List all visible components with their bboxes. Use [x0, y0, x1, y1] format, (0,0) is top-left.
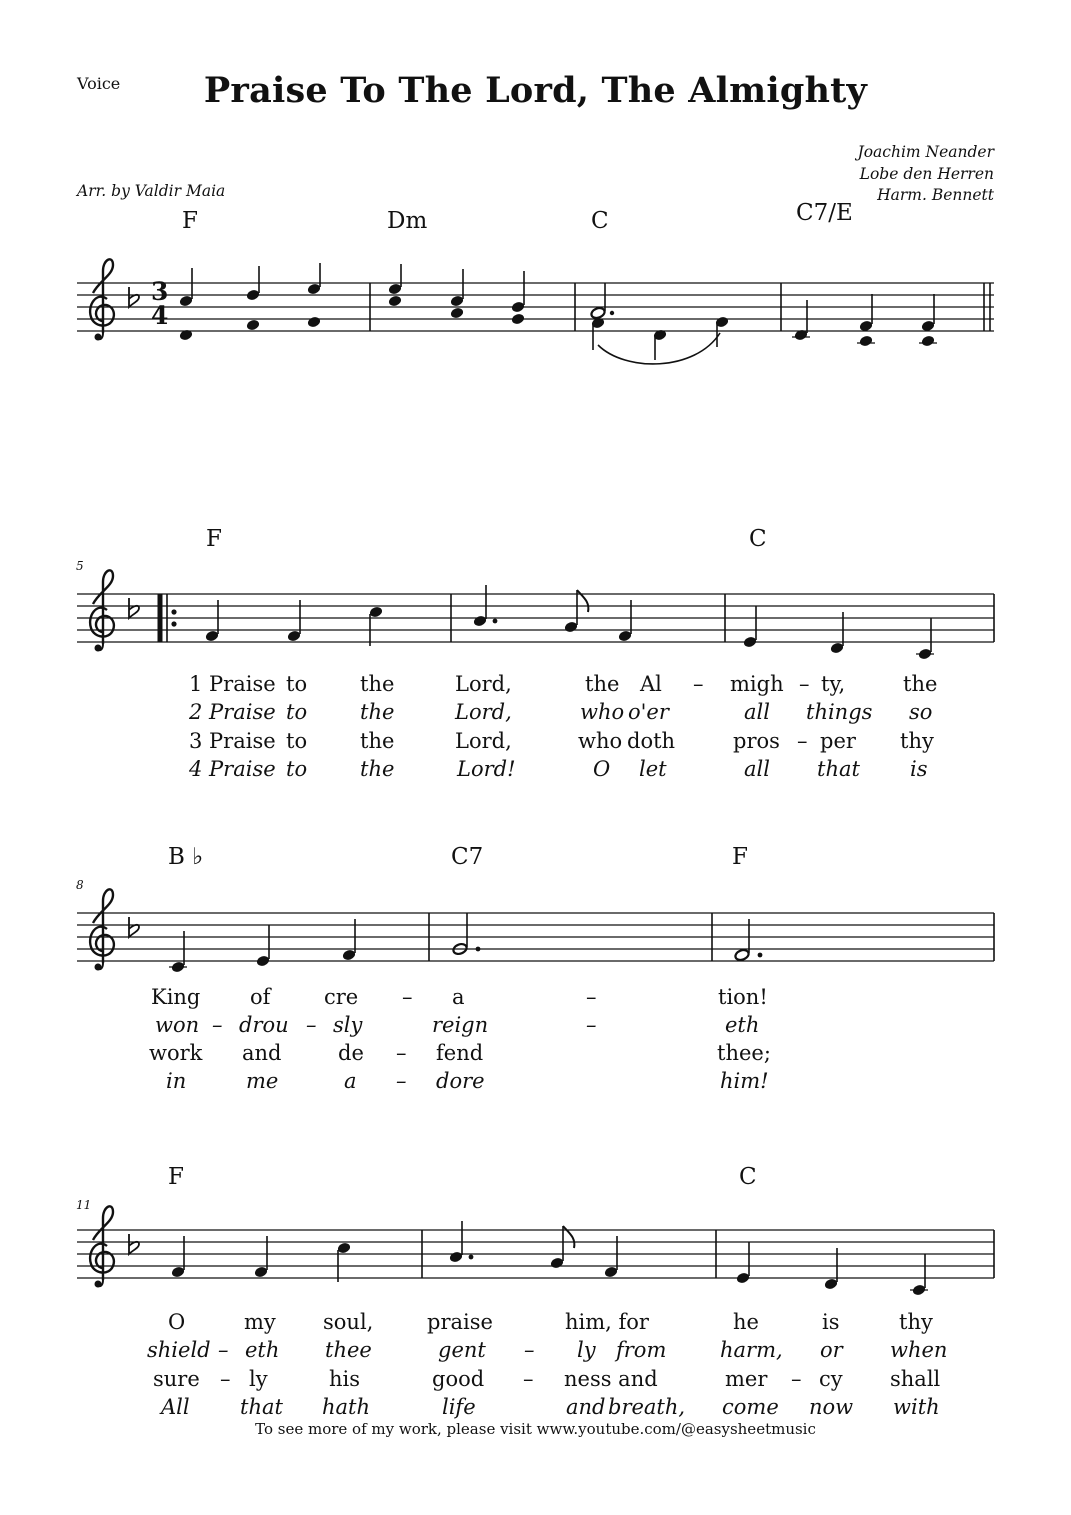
svg-text:sly: sly [333, 1013, 363, 1037]
svg-text:come: come [722, 1395, 779, 1419]
lyrics-verse-1 [168, 1310, 933, 1334]
staff-lines [77, 283, 994, 331]
svg-text:–: – [402, 985, 413, 1009]
svg-text:Lord,: Lord, [455, 729, 512, 753]
svg-text:with: with [893, 1395, 940, 1419]
svg-text:2 Praise: 2 Praise [189, 700, 276, 724]
svg-text:life: life [442, 1395, 476, 1419]
svg-text:–: – [693, 672, 704, 696]
chord-note [246, 266, 261, 331]
svg-text:now: now [809, 1395, 854, 1419]
svg-text:the: the [360, 672, 395, 696]
svg-text:let: let [639, 757, 667, 781]
svg-text:4 Praise: 4 Praise [189, 757, 276, 781]
chord-label: C [739, 1164, 757, 1190]
treble-clef-icon [90, 1206, 114, 1287]
footer-note: To see more of my work, please visit www.youtube.com/@easysheetmusic [255, 1420, 816, 1438]
melody-notes [205, 585, 934, 660]
svg-text:him, for: him, for [565, 1310, 649, 1334]
svg-text:ly: ly [249, 1367, 268, 1391]
page-title: Praise To The Lord, The Almighty [203, 70, 868, 111]
svg-text:–: – [524, 1338, 535, 1362]
lyrics-verse-1 [151, 985, 768, 1009]
svg-text:breath,: breath, [608, 1395, 686, 1419]
svg-text:hath: hath [322, 1395, 371, 1419]
svg-text:soul,: soul, [323, 1310, 374, 1334]
lyrics-verse-1 [189, 672, 937, 696]
melody-notes [171, 1221, 928, 1296]
svg-text:–: – [586, 1013, 597, 1037]
lyrics-verse-2 [147, 1338, 947, 1362]
treble-clef-icon [90, 259, 114, 340]
svg-text:tion!: tion! [718, 985, 768, 1009]
svg-text:Lord,: Lord, [455, 700, 512, 724]
svg-text:all: all [744, 700, 770, 724]
key-flat-icon [129, 1234, 139, 1254]
svg-text:–: – [220, 1367, 231, 1391]
chord-label: C7/E [796, 200, 853, 226]
svg-text:thee: thee [325, 1338, 372, 1362]
svg-text:Al: Al [640, 672, 662, 696]
svg-text:good: good [432, 1367, 485, 1391]
svg-text:Lord,: Lord, [455, 672, 512, 696]
svg-text:ty,: ty, [821, 672, 846, 696]
svg-text:of: of [250, 985, 271, 1009]
melody-notes [169, 913, 762, 973]
svg-text:dore: dore [436, 1069, 485, 1093]
chord-label: F [182, 208, 198, 234]
svg-text:won: won [155, 1013, 200, 1037]
measure-number: 11 [76, 1198, 92, 1212]
svg-text:that: that [240, 1395, 283, 1419]
svg-text:a: a [344, 1069, 357, 1093]
lyrics-verse-3 [189, 729, 934, 753]
chord-note [511, 271, 526, 325]
harmony-credit: Harm. Bennett [877, 186, 994, 204]
treble-clef-icon [90, 570, 114, 651]
svg-text:that: that [817, 757, 860, 781]
svg-text:de: de [338, 1041, 364, 1065]
svg-text:1 Praise: 1 Praise [189, 672, 276, 696]
composer-credit: Joachim Neander [857, 143, 994, 161]
svg-text:Lord!: Lord! [457, 757, 516, 781]
svg-text:ness and: ness and [564, 1367, 658, 1391]
key-flat-icon [129, 917, 139, 937]
svg-text:3 Praise: 3 Praise [189, 729, 276, 753]
lyrics-verse-4 [159, 1395, 940, 1419]
measure-number: 5 [76, 559, 84, 573]
svg-text:to: to [286, 729, 308, 753]
svg-text:King: King [151, 985, 201, 1009]
svg-text:O: O [593, 757, 611, 781]
svg-text:a: a [452, 985, 465, 1009]
lyrics-verse-4 [166, 1069, 769, 1093]
treble-clef-icon [90, 889, 114, 970]
chord-note [450, 269, 465, 319]
svg-text:–: – [212, 1013, 223, 1037]
chord-label: F [206, 526, 222, 552]
svg-text:things: things [806, 700, 873, 724]
instrument-name: Voice [77, 74, 121, 93]
arranger-credit: Arr. by Valdir Maia [77, 182, 226, 200]
svg-text:work: work [149, 1041, 203, 1065]
svg-text:thy: thy [900, 729, 934, 753]
svg-text:my: my [244, 1310, 276, 1334]
key-flat-icon [129, 598, 139, 618]
svg-text:from: from [616, 1338, 667, 1362]
chord-label: F [168, 1164, 184, 1190]
svg-text:–: – [218, 1338, 229, 1362]
svg-text:the: the [903, 672, 938, 696]
svg-text:3: 3 [151, 277, 169, 306]
system-1 [77, 200, 994, 364]
svg-text:is: is [910, 757, 928, 781]
svg-text:O: O [168, 1310, 186, 1334]
svg-text:migh: migh [730, 672, 784, 696]
lyrics-verse-3 [149, 1041, 771, 1065]
svg-text:praise: praise [427, 1310, 493, 1334]
svg-text:drou: drou [239, 1013, 289, 1037]
chord-note [919, 294, 937, 347]
svg-text:who: who [580, 700, 625, 724]
svg-text:the: the [360, 729, 395, 753]
svg-text:doth: doth [627, 729, 676, 753]
svg-text:harm,: harm, [720, 1338, 783, 1362]
svg-text:and: and [242, 1041, 282, 1065]
svg-text:in: in [166, 1069, 187, 1093]
tune-credit: Lobe den Herren [859, 164, 994, 183]
svg-text:–: – [797, 729, 808, 753]
chord-label: F [732, 844, 748, 870]
svg-text:All: All [161, 1395, 190, 1419]
svg-text:shield: shield [147, 1338, 211, 1362]
svg-text:–: – [791, 1367, 802, 1391]
svg-text:to: to [286, 757, 308, 781]
chord-note [857, 294, 875, 347]
time-signature [151, 277, 168, 330]
svg-text:–: – [523, 1367, 534, 1391]
key-flat-icon [129, 287, 139, 307]
quarter-note [792, 300, 810, 341]
chord-label: B ♭ [168, 844, 204, 870]
svg-text:gent: gent [438, 1338, 486, 1362]
chord-label: C [591, 208, 609, 234]
svg-text:the: the [585, 672, 620, 696]
svg-text:me: me [246, 1069, 279, 1093]
svg-text:per: per [820, 729, 856, 753]
svg-text:–: – [586, 985, 597, 1009]
svg-text:–: – [396, 1069, 407, 1093]
svg-text:eth: eth [245, 1338, 280, 1362]
lyrics-verse-4 [188, 757, 928, 781]
chord-label: C [749, 526, 767, 552]
staff-lines [77, 913, 994, 961]
system-3 [76, 844, 994, 1093]
svg-text:–: – [306, 1013, 317, 1037]
svg-text:thy: thy [899, 1310, 933, 1334]
lyrics-verse-3 [153, 1367, 941, 1391]
svg-text:and: and [566, 1395, 606, 1419]
svg-text:when: when [890, 1338, 948, 1362]
svg-text:ly: ly [577, 1338, 596, 1362]
measure-number: 8 [76, 878, 84, 892]
svg-text:he: he [733, 1310, 759, 1334]
svg-text:to: to [286, 700, 308, 724]
svg-text:mer: mer [725, 1367, 768, 1391]
svg-text:to: to [286, 672, 308, 696]
svg-text:his: his [329, 1367, 361, 1391]
svg-text:–: – [396, 1041, 407, 1065]
svg-text:the: the [360, 700, 395, 724]
svg-text:reign: reign [432, 1013, 489, 1037]
svg-text:him!: him! [720, 1069, 769, 1093]
lyrics-verse-2 [188, 700, 932, 724]
svg-text:shall: shall [890, 1367, 941, 1391]
svg-text:so: so [909, 700, 933, 724]
svg-text:thee;: thee; [717, 1041, 771, 1065]
svg-text:the: the [360, 757, 395, 781]
svg-text:4: 4 [151, 301, 169, 330]
system-2 [76, 526, 994, 781]
svg-text:is: is [822, 1310, 840, 1334]
lyrics-verse-2 [155, 1013, 759, 1037]
svg-text:all: all [744, 757, 770, 781]
svg-text:o'er: o'er [628, 700, 669, 724]
system-4 [76, 1164, 994, 1419]
svg-text:who: who [578, 729, 623, 753]
svg-text:cre: cre [324, 985, 359, 1009]
staff-lines [77, 1230, 994, 1278]
svg-text:fend: fend [436, 1041, 484, 1065]
svg-text:eth: eth [725, 1013, 760, 1037]
chord-label: Dm [387, 208, 428, 234]
svg-text:sure: sure [153, 1367, 200, 1391]
svg-text:cy: cy [819, 1367, 843, 1391]
svg-text:or: or [820, 1338, 843, 1362]
chord-label: C7 [451, 844, 484, 870]
svg-text:–: – [799, 672, 810, 696]
chord-note [388, 264, 403, 307]
svg-text:pros: pros [733, 729, 780, 753]
